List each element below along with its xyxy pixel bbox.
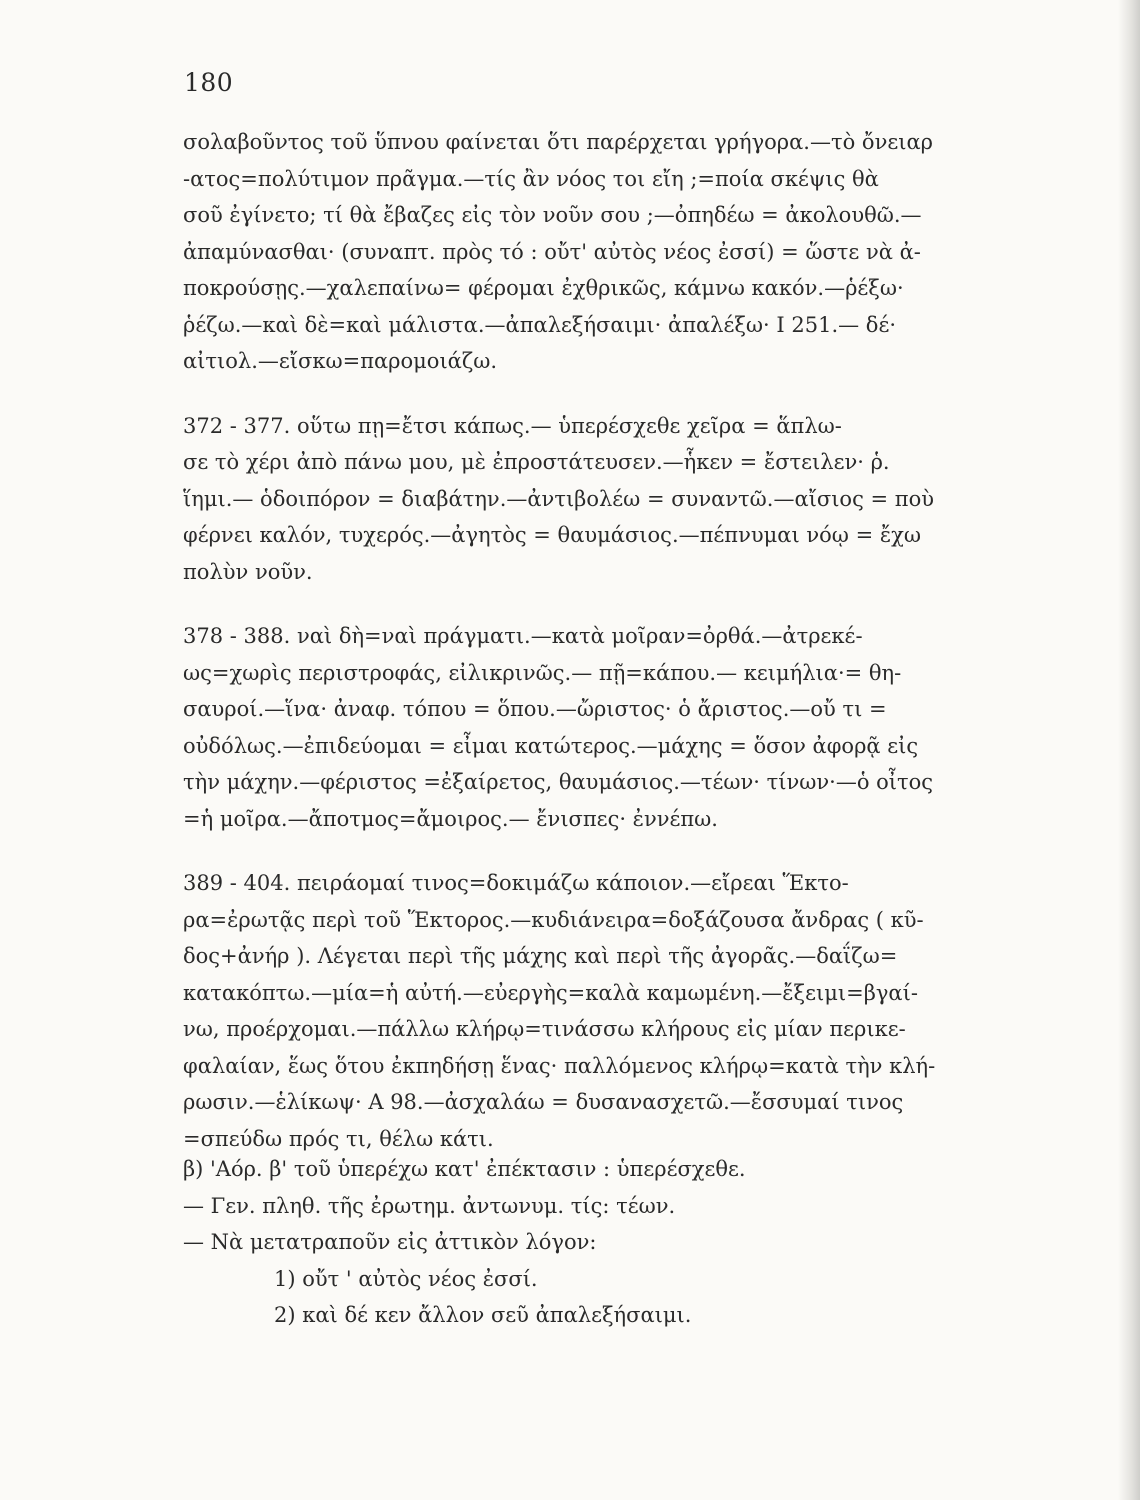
text-line: =σπεύδω πρός τι, θέλω κάτι. [183,1126,494,1151]
text-line: αἰτιολ.—εἴσκω=παρομοιάζω. [183,349,498,373]
text-line: φαλαίαν, ἕως ὅτου ἐκπηδήσῃ ἕνας· παλλόμενος κλήρῳ=κατὰ τὴν κλή- [183,1053,936,1078]
text-line: δος+ἀνήρ ). Λέγεται περὶ τῆς μάχης καὶ περὶ τῆς ἀγορᾶς.—δαΐζω= [183,944,898,968]
text-line: σοῦ ἐγίνετο; τί θὰ ἔβαζες εἰς τὸν νοῦν σου ;—ὀπηδέω = ἀκολουθῶ.— [183,203,922,227]
text-line: φέρνει καλόν, τυχερός.—ἀγητὸς = θαυμάσιος.—πέπνυμαι νόῳ = ἔχω [183,523,921,547]
text-line: ἀπαμύνασθαι· (συναπτ. πρὸς τό : οὔτ' αὐτὸς νέος ἐσσί) = ὥστε νὰ ἀ- [183,239,921,264]
note-genitive: — Γεν. πληθ. τῆς ἐρωτημ. ἀντωνυμ. τίς: τέων. [183,1193,676,1218]
text-line: κατακόπτω.—μία=ἡ αὐτή.—εὐεργὴς=καλὰ καμωμένη.—ἔξειμι=βγαί- [183,980,918,1005]
text-line: -ατος=πολύτιμον πρᾶγμα.—τίς ἂν νόος τοι εἴη ;=ποία σκέψις θὰ [183,166,879,191]
text-line: ποκρούσῃς.—χαλεπαίνω= φέρομαι ἐχθρικῶς, κάμνω κακόν.—ῥέξω· [183,276,904,300]
note-exercise-item-2: 2) καὶ δέ κεν ἄλλον σεῦ ἀπαλεξήσαιμι. [274,1303,692,1327]
paragraph-378-388 [183,618,1011,837]
note-exercise-item-1: 1) οὔτ ' αὐτὸς νέος ἐσσί. [274,1266,538,1291]
text-line: πολὺν νοῦν. [183,559,313,584]
text-line: 378 - 388. ναὶ δὴ=ναὶ πράγματι.—κατὰ μοῖραν=ὀρθά.—ἀτρεκέ- [183,624,863,648]
text-line: ως=χωρὶς περιστροφάς, εἰλικρινῶς.— πῇ=κάπου.— κειμήλια·= θη- [183,660,902,685]
text-line: σε τὸ χέρι ἀπὸ πάνω μου, μὲ ἐπροστάτευσεν.—ἧκεν = ἔστειλεν· ῥ. [183,450,890,474]
text-line: 372 - 377. οὕτω πῃ=ἔτσι κάπως.— ὑπερέσχεθε χεῖρα = ἅπλω- [183,413,842,438]
text-line: ἵημι.— ὁδοιπόρον = διαβάτην.—ἀντιβολέω = συναντῶ.—αἴσιος = ποὺ [183,486,934,511]
paragraph-372-377 [183,408,1011,591]
page-edge [1118,0,1140,1500]
paragraph-389-404 [183,865,1011,1157]
text-line: 389 - 404. πειράομαί τινος=δοκιμάζω κάποιον.—εἴρεαι Ἕκτο- [183,871,849,895]
text-line: σολαβοῦντος τοῦ ὕπνου φαίνεται ὅτι παρέρχεται γρήγορα.—τὸ ὄνειαρ [183,130,933,154]
note-exercise-heading: — Νὰ μετατραποῦν εἰς ἀττικὸν λόγον: [183,1230,597,1254]
text-line: οὐδόλως.—ἐπιδεύομαι = εἶμαι κατώτερος.—μάχης = ὅσον ἀφορᾷ εἰς [183,733,919,758]
text-line: σαυροί.—ἵνα· ἀναφ. τόπου = ὅπου.—ὤριστος· ὁ ἄριστος.—οὔ τι = [183,697,887,721]
text-line: τὴν μάχην.—φέριστος =ἐξαίρετος, θαυμάσιος.—τέων· τίνων·—ὁ οἶτος [183,770,934,794]
text-line: ῥέζω.—καὶ δὲ=καὶ μάλιστα.—ἀπαλεξήσαιμι· ἀπαλέξω· Ι 251.— δέ· [183,312,897,337]
text-line: =ἡ μοῖρα.—ἄποτμος=ἄμοιρος.— ἔνισπες· ἐννέπω. [183,806,718,831]
page-number: 180 [184,68,234,97]
commentary-text [183,124,1011,1185]
text-line: νω, προέρχομαι.—πάλλω κλήρῳ=τινάσσω κλήρους εἰς μίαν περικε- [183,1017,906,1041]
note-aorist: β) 'Αόρ. β' τοῦ ὑπερέχω κατ' ἐπέκτασιν : ὑπερέσχεθε. [183,1157,746,1181]
text-line: ρωσιν.—ἑλίκωψ· Α 98.—ἀσχαλάω = δυσανασχετῶ.—ἔσσυμαί τινος [183,1090,904,1114]
text-line: ρα=ἐρωτᾷς περὶ τοῦ Ἕκτορος.—κυδιάνειρα=δοξάζουσα ἄνδρας ( κῦ- [183,907,924,932]
exercise-notes [183,1151,1011,1334]
paragraph-1 [183,124,1011,380]
